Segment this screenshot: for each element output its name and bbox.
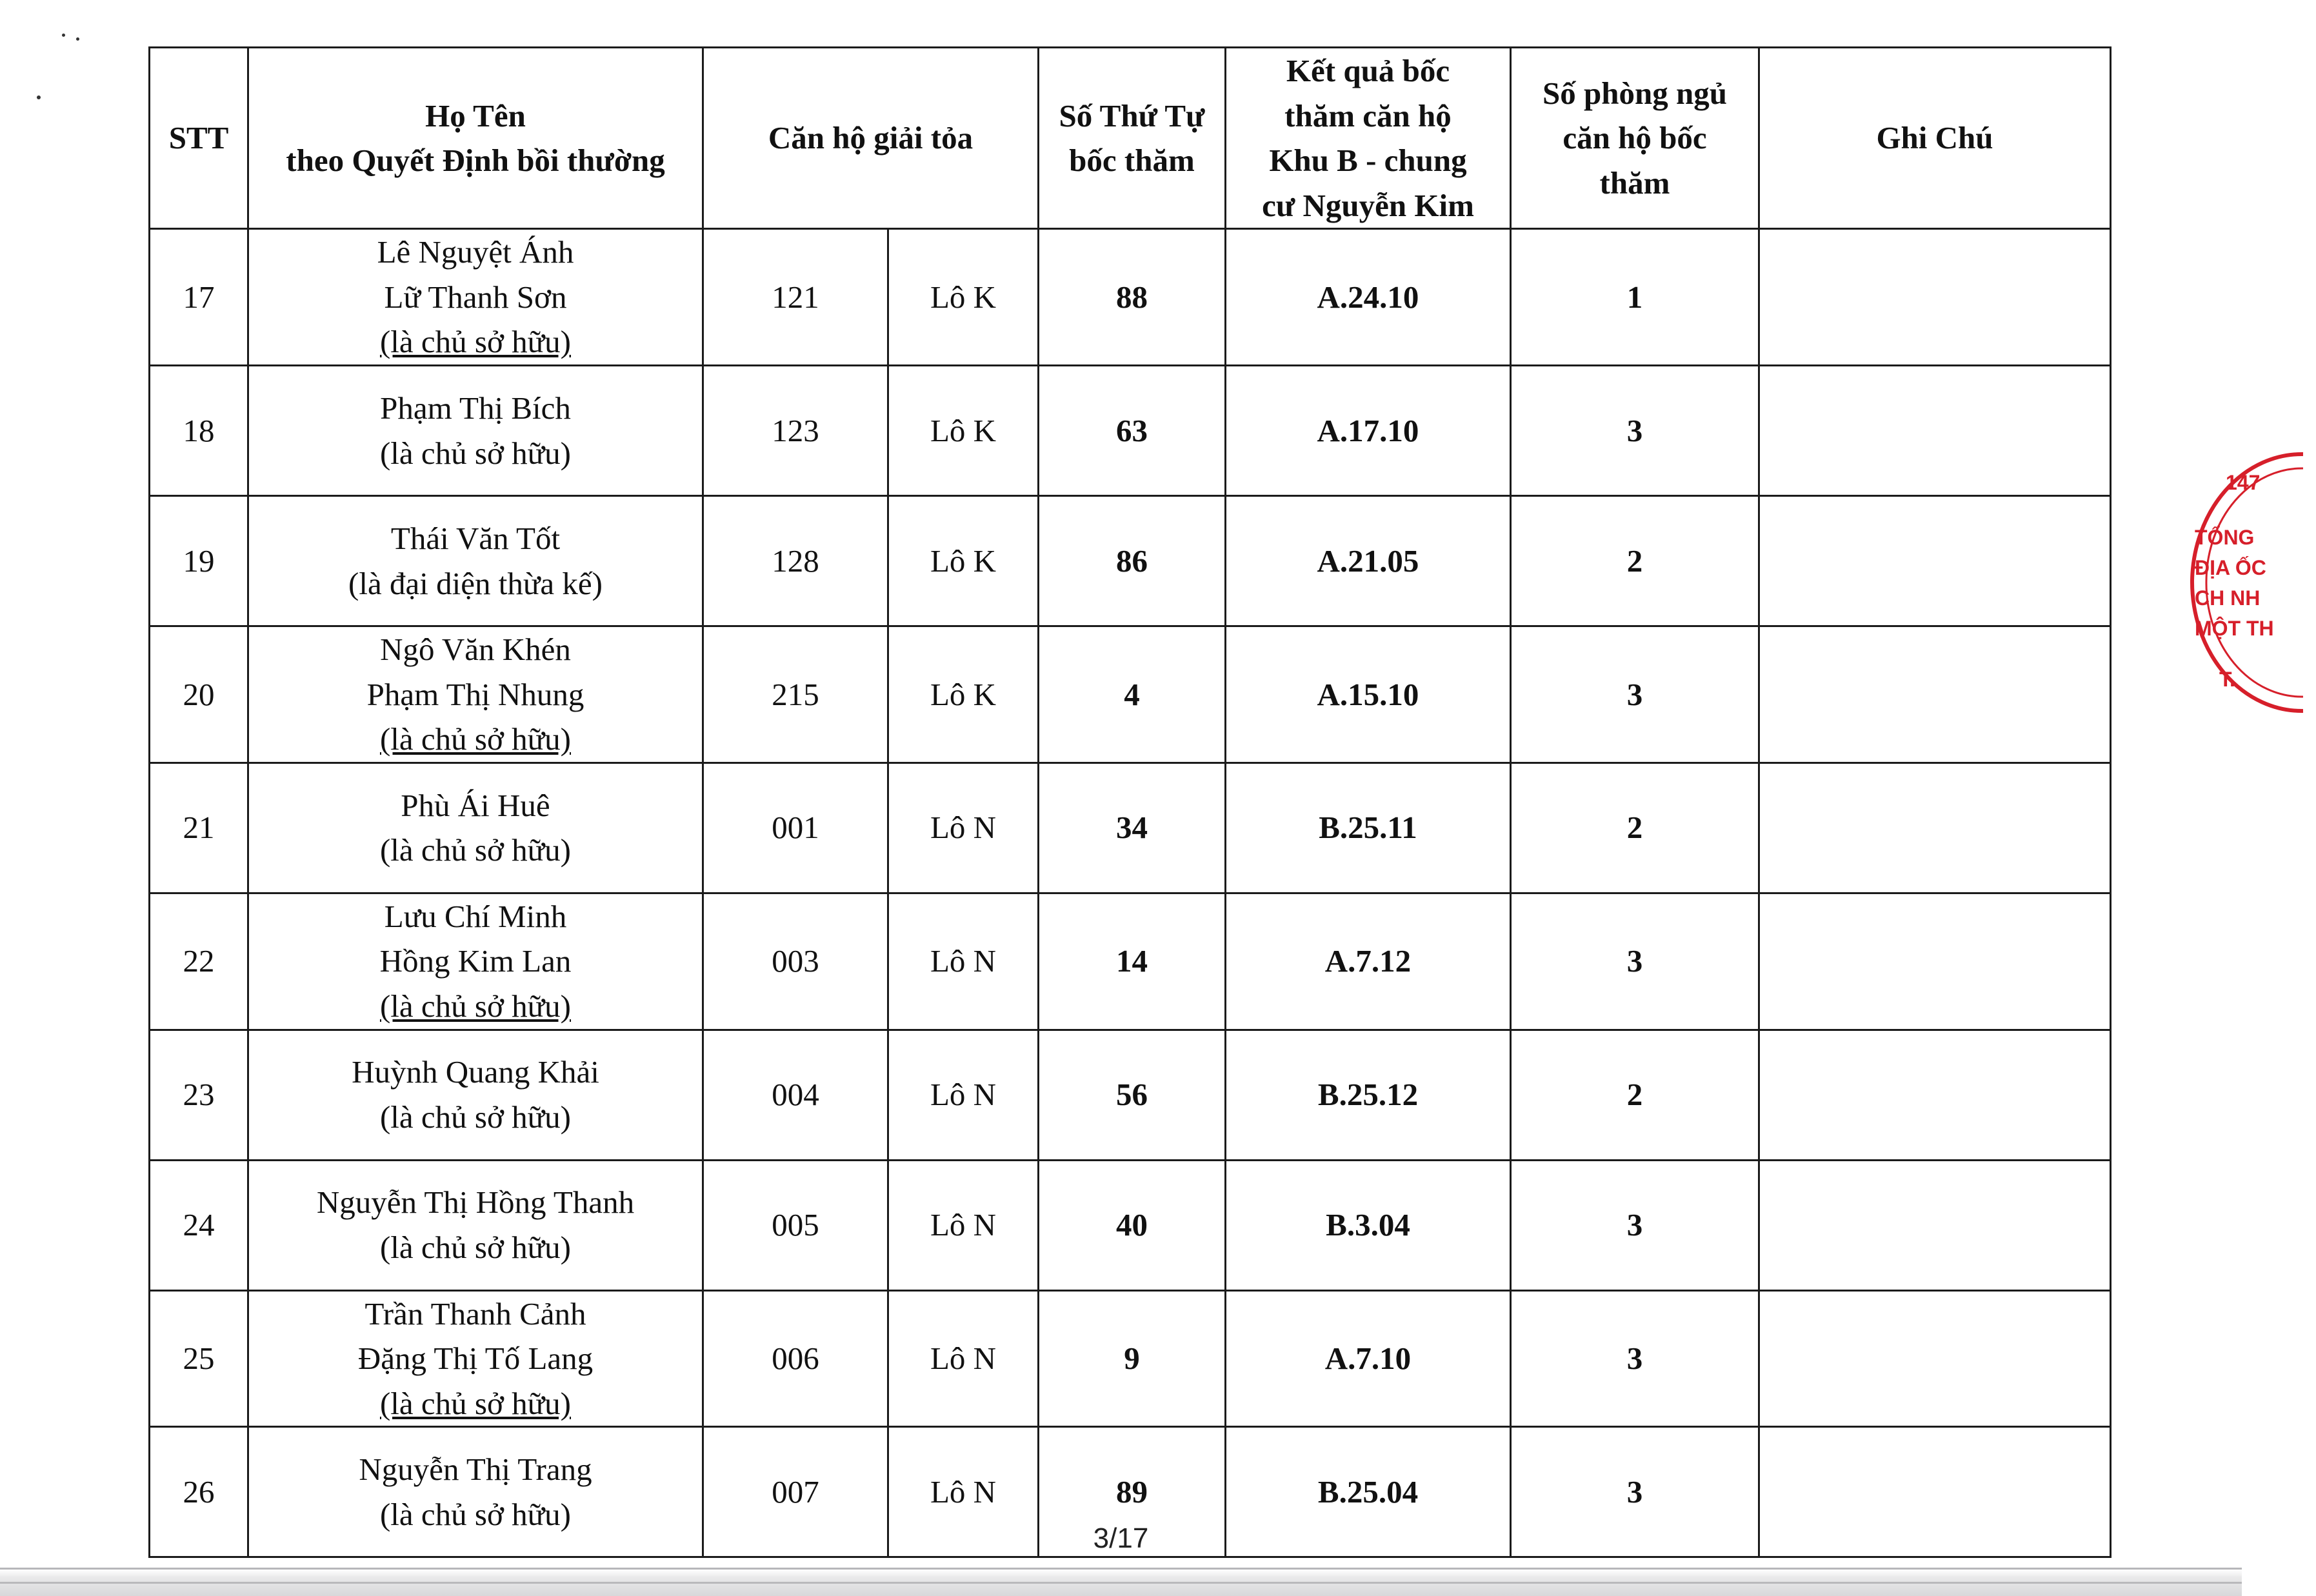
header-ket-qua-line: cư Nguyễn Kim bbox=[1262, 187, 1474, 223]
bedrooms-cell: 2 bbox=[1511, 1030, 1759, 1160]
stt-cell: 26 bbox=[150, 1427, 248, 1557]
owner-name-line: (là chủ sở hữu) bbox=[379, 988, 572, 1024]
bedrooms-cell: 2 bbox=[1511, 763, 1759, 893]
header-so-phong-line: căn hộ bốc bbox=[1562, 120, 1707, 156]
seal-text: MỘT TH bbox=[2195, 617, 2274, 640]
header-can-ho: Căn hộ giải tỏa bbox=[703, 48, 1039, 229]
stt-cell: 24 bbox=[150, 1160, 248, 1290]
block-cell: Lô N bbox=[888, 1290, 1039, 1427]
apartment-number-cell: 128 bbox=[703, 496, 888, 626]
owner-names-cell bbox=[248, 1030, 703, 1160]
owner-name-line: (là chủ sở hữu) bbox=[379, 324, 572, 360]
header-row bbox=[150, 48, 2111, 229]
note-cell bbox=[1759, 1160, 2111, 1290]
owner-name-line: (là chủ sở hữu) bbox=[379, 721, 572, 757]
stt-cell: 25 bbox=[150, 1290, 248, 1427]
table-row bbox=[150, 626, 2111, 763]
header-stt: STT bbox=[150, 48, 248, 229]
draw-order-cell: 63 bbox=[1039, 366, 1226, 496]
owner-name-line: (là chủ sở hữu) bbox=[379, 832, 572, 868]
draw-result-cell: A.24.10 bbox=[1226, 229, 1511, 366]
bedrooms-cell: 3 bbox=[1511, 1427, 1759, 1557]
table-row bbox=[150, 366, 2111, 496]
owner-name-line: Đặng Thị Tố Lang bbox=[357, 1341, 594, 1377]
draw-order-cell: 86 bbox=[1039, 496, 1226, 626]
owner-name-line: Huỳnh Quang Khải bbox=[352, 1054, 599, 1090]
company-seal bbox=[2187, 445, 2316, 723]
owner-name-line: Lữ Thanh Sơn bbox=[384, 279, 567, 315]
draw-order-cell: 89 bbox=[1039, 1427, 1226, 1557]
owner-name-line: Ngô Văn Khén bbox=[380, 632, 571, 668]
table-row bbox=[150, 229, 2111, 366]
draw-order-cell: 14 bbox=[1039, 893, 1226, 1030]
header-ket-qua-line: thăm căn hộ bbox=[1284, 97, 1452, 134]
stt-cell: 18 bbox=[150, 366, 248, 496]
table-row bbox=[150, 1290, 2111, 1427]
note-cell bbox=[1759, 496, 2111, 626]
table-row bbox=[150, 893, 2111, 1030]
apartment-number-cell: 003 bbox=[703, 893, 888, 1030]
draw-result-cell: A.15.10 bbox=[1226, 626, 1511, 763]
draw-order-cell: 9 bbox=[1039, 1290, 1226, 1427]
note-cell bbox=[1759, 1030, 2111, 1160]
header-ket-qua-line: Kết quả bốc bbox=[1286, 53, 1450, 88]
draw-result-cell: A.21.05 bbox=[1226, 496, 1511, 626]
table-row bbox=[150, 1030, 2111, 1160]
bedrooms-cell: 3 bbox=[1511, 1290, 1759, 1427]
scan-speck bbox=[37, 95, 41, 99]
draw-order-cell: 4 bbox=[1039, 626, 1226, 763]
draw-order-cell: 40 bbox=[1039, 1160, 1226, 1290]
stt-cell: 21 bbox=[150, 763, 248, 893]
seal-text: 147 bbox=[2226, 471, 2261, 494]
apartment-number-cell: 123 bbox=[703, 366, 888, 496]
table-row bbox=[150, 763, 2111, 893]
header-so-thu-tu-line: bốc thăm bbox=[1069, 143, 1195, 179]
block-cell: Lô K bbox=[888, 366, 1039, 496]
block-cell: Lô K bbox=[888, 626, 1039, 763]
apartment-number-cell: 005 bbox=[703, 1160, 888, 1290]
owner-names-cell bbox=[248, 229, 703, 366]
block-cell: Lô K bbox=[888, 229, 1039, 366]
bedrooms-cell: 1 bbox=[1511, 229, 1759, 366]
owner-name-line: Thái Văn Tốt bbox=[390, 520, 561, 556]
owner-name-line: (là chủ sở hữu) bbox=[379, 1099, 572, 1135]
apartment-number-cell: 004 bbox=[703, 1030, 888, 1160]
draw-result-cell: B.3.04 bbox=[1226, 1160, 1511, 1290]
draw-result-cell: B.25.12 bbox=[1226, 1030, 1511, 1160]
scan-speck bbox=[76, 37, 79, 41]
block-cell: Lô N bbox=[888, 1030, 1039, 1160]
draw-result-cell: A.7.12 bbox=[1226, 893, 1511, 1030]
owner-name-line: Lưu Chí Minh bbox=[384, 898, 567, 934]
owner-names-cell bbox=[248, 496, 703, 626]
draw-result-cell: B.25.04 bbox=[1226, 1427, 1511, 1557]
owner-names-cell bbox=[248, 1290, 703, 1427]
apartment-number-cell: 006 bbox=[703, 1290, 888, 1427]
stt-cell: 17 bbox=[150, 229, 248, 366]
note-cell bbox=[1759, 366, 2111, 496]
block-cell: Lô K bbox=[888, 496, 1039, 626]
block-cell: Lô N bbox=[888, 1160, 1039, 1290]
draw-result-cell: B.25.11 bbox=[1226, 763, 1511, 893]
bedrooms-cell: 3 bbox=[1511, 893, 1759, 1030]
bedrooms-cell: 3 bbox=[1511, 366, 1759, 496]
seal-text: ĐỊA ỐC bbox=[2195, 556, 2266, 579]
page-number: 3/17 bbox=[1093, 1522, 1149, 1554]
apartment-number-cell: 215 bbox=[703, 626, 888, 763]
owner-name-line: Trần Thanh Cảnh bbox=[364, 1295, 586, 1332]
owner-name-line: Nguyễn Thị Trang bbox=[359, 1451, 592, 1488]
owner-name-line: Lê Nguyệt Ánh bbox=[377, 234, 574, 270]
owner-names-cell bbox=[248, 763, 703, 893]
note-cell bbox=[1759, 229, 2111, 366]
owner-names-cell bbox=[248, 893, 703, 1030]
block-cell: Lô N bbox=[888, 1427, 1039, 1557]
owner-name-line: Phạm Thị Bích bbox=[380, 390, 571, 426]
apartment-number-cell: 121 bbox=[703, 229, 888, 366]
draw-order-cell: 56 bbox=[1039, 1030, 1226, 1160]
draw-order-cell: 88 bbox=[1039, 229, 1226, 366]
block-cell: Lô N bbox=[888, 893, 1039, 1030]
owner-name-line: (là chủ sở hữu) bbox=[379, 1230, 572, 1266]
bedrooms-cell: 3 bbox=[1511, 1160, 1759, 1290]
header-ho-ten-line: theo Quyết Định bồi thường bbox=[286, 143, 665, 179]
header-ho-ten-line: Họ Tên bbox=[425, 97, 526, 134]
draw-result-cell: A.7.10 bbox=[1226, 1290, 1511, 1427]
seal-text: T. bbox=[2219, 668, 2235, 691]
scan-speck bbox=[62, 34, 65, 37]
owner-name-line: Phạm Thị Nhung bbox=[366, 676, 584, 712]
header-ket-qua bbox=[1226, 48, 1511, 229]
bedrooms-cell: 3 bbox=[1511, 626, 1759, 763]
owner-names-cell bbox=[248, 626, 703, 763]
header-ghi-chu: Ghi Chú bbox=[1759, 48, 2111, 229]
header-so-phong-line: Số phòng ngủ bbox=[1542, 75, 1727, 111]
owner-name-line: (là chủ sở hữu) bbox=[379, 435, 572, 471]
owner-names-cell bbox=[248, 366, 703, 496]
draw-result-cell: A.17.10 bbox=[1226, 366, 1511, 496]
note-cell bbox=[1759, 893, 2111, 1030]
stt-cell: 20 bbox=[150, 626, 248, 763]
table-row bbox=[150, 1160, 2111, 1290]
owner-name-line: (là đại diện thừa kế) bbox=[348, 565, 603, 601]
header-so-thu-tu bbox=[1039, 48, 1226, 229]
apartment-number-cell: 007 bbox=[703, 1427, 888, 1557]
owner-name-line: (là chủ sở hữu) bbox=[379, 1496, 572, 1532]
header-so-phong-line: thăm bbox=[1599, 165, 1670, 201]
owner-name-line: Phù Ái Huê bbox=[401, 787, 550, 823]
owner-name-line: Hồng Kim Lan bbox=[379, 943, 572, 979]
stt-cell: 22 bbox=[150, 893, 248, 1030]
block-cell: Lô N bbox=[888, 763, 1039, 893]
stt-cell: 23 bbox=[150, 1030, 248, 1160]
header-so-thu-tu-line: Số Thứ Tự bbox=[1059, 97, 1205, 134]
table-row bbox=[150, 496, 2111, 626]
table-body bbox=[150, 229, 2111, 1557]
note-cell bbox=[1759, 763, 2111, 893]
draw-order-cell: 34 bbox=[1039, 763, 1226, 893]
header-ket-qua-line: Khu B - chung bbox=[1269, 143, 1467, 179]
bedrooms-cell: 2 bbox=[1511, 496, 1759, 626]
allocation-table bbox=[148, 46, 2111, 1558]
scan-bottom-line bbox=[0, 1582, 2242, 1584]
note-cell bbox=[1759, 626, 2111, 763]
owner-name-line: (là chủ sở hữu) bbox=[379, 1385, 572, 1421]
stt-cell: 19 bbox=[150, 496, 248, 626]
note-cell bbox=[1759, 1290, 2111, 1427]
header-so-phong bbox=[1511, 48, 1759, 229]
owner-names-cell bbox=[248, 1160, 703, 1290]
header-ho-ten bbox=[248, 48, 703, 229]
owner-name-line: Nguyễn Thị Hồng Thanh bbox=[316, 1184, 635, 1221]
seal-text: TỔNG bbox=[2195, 526, 2255, 549]
apartment-number-cell: 001 bbox=[703, 763, 888, 893]
seal-text: CH NH bbox=[2195, 586, 2261, 610]
